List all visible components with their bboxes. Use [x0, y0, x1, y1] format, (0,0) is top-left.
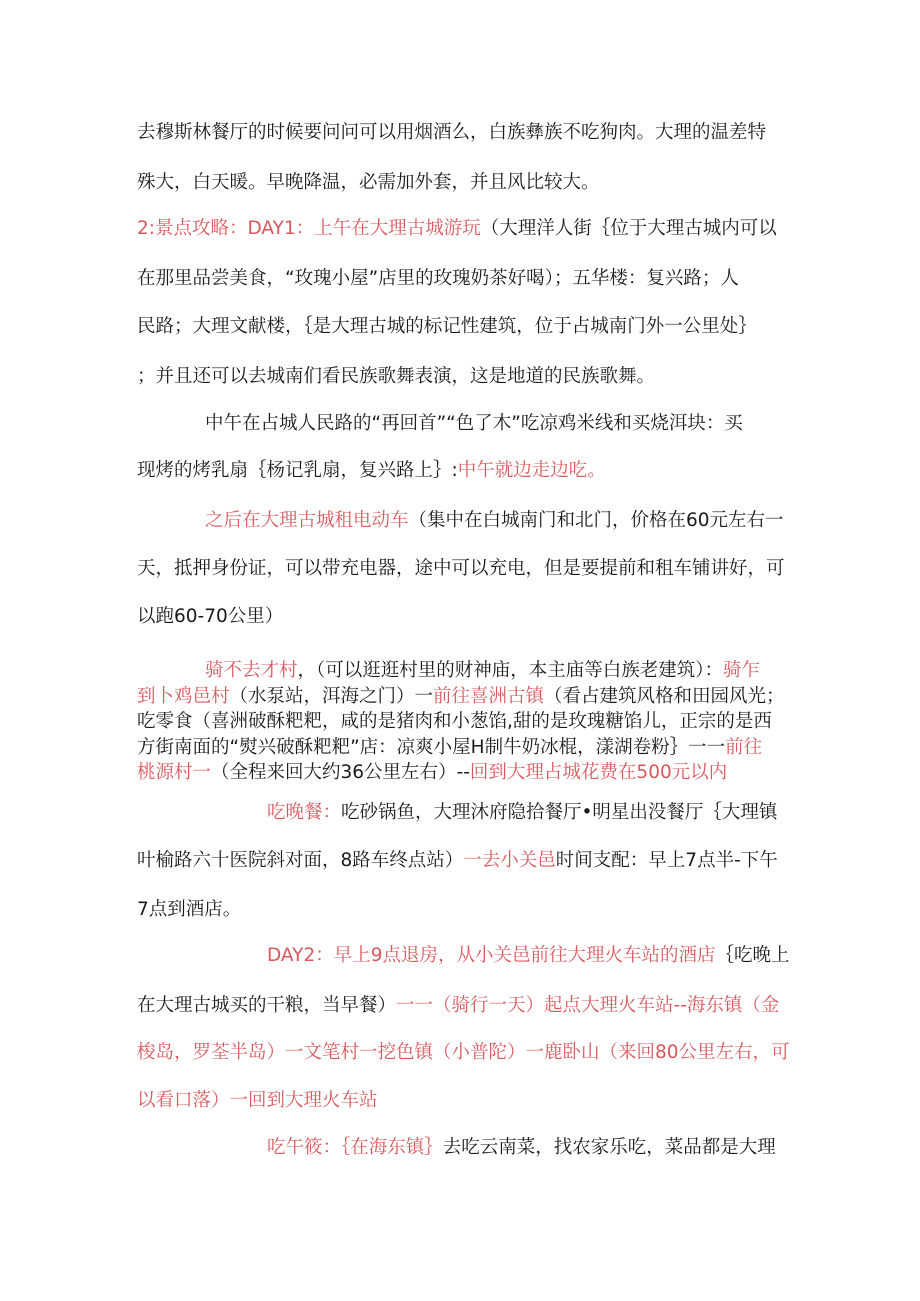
text-line [137, 556, 785, 582]
highlighted-text: 一去小关邑 [463, 850, 556, 871]
body-text: 在那里品尝美食，“玫瑰小屋”店里的玫瑰奶茶好喝）；五华楼：复兴路；人 [137, 268, 739, 289]
body-text: 中午在占城人民路的“再回首”“色了木”吃凉鸡米线和买烧洱块：买 [205, 413, 743, 434]
text-line [137, 1040, 790, 1066]
body-text: （全程来回大约36公里左右）-- [211, 762, 470, 783]
highlighted-text: 回到大理占城花费在500元以内 [469, 762, 728, 783]
text-line [137, 684, 785, 710]
highlighted-text: 之后在大理古城租电动车 [205, 510, 409, 531]
text-line [137, 120, 766, 146]
body-text: 吃零食（喜洲破酥粑粑，咸的是猪肉和小葱馅,甜的是玫瑰糖馅儿，正宗的是西 [137, 711, 772, 732]
text-line [137, 458, 606, 484]
text-line [267, 800, 777, 826]
text-line [205, 508, 784, 534]
body-text: 殊大，白天暖。早晚降温，必需加外套，并且风比较大。 [137, 172, 600, 193]
highlighted-text: 一一（骑行一天）起点大理火车站--海东镇（金 [396, 995, 780, 1016]
text-line [137, 216, 777, 242]
highlighted-text: 梭岛，罗荃半岛）一文笔村一挖色镇（小普陀）一鹿卧山（来回80公里左右，可 [137, 1042, 790, 1063]
body-text: 以跑60-70公里） [137, 606, 284, 627]
highlighted-text: 前往喜洲古镇 [433, 686, 545, 707]
highlighted-text: 吃午筱：｛在海东镇｝ [267, 1137, 443, 1158]
text-line [137, 364, 655, 390]
text-line [137, 709, 772, 735]
body-text: 天，抵押身份证，可以带充电器，途中可以充电，但是要提前和租车铺讲好，可 [137, 558, 785, 579]
text-line [137, 266, 739, 292]
body-text: （水泵站，洱海之门）一 [229, 686, 434, 707]
body-text: 叶榆路六十医院斜对面，8路车终点站） [137, 850, 464, 871]
highlighted-text: 前往 [725, 737, 763, 758]
body-text: 在大理古城买的干粮，当早餐） [137, 995, 397, 1016]
text-line [137, 760, 727, 786]
highlighted-text: 骑不去才村 [205, 660, 298, 681]
text-line [137, 170, 600, 196]
body-text: 7点到酒店。 [137, 899, 242, 920]
text-line [205, 658, 760, 684]
body-text: 方街南面的“熨兴破酥粑粑”店：凉爽小屋H制牛奶冰棍，漾湖卷粉｝一一 [137, 737, 726, 758]
body-text: 现烤的烤乳扇｛杨记乳扇，复兴路上｝: [137, 460, 458, 481]
body-text: 时间支配：早上7点半-下午 [555, 850, 778, 871]
text-line [267, 943, 790, 969]
body-text: 去吃云南菜，找农家乐吃，菜品都是大理 [442, 1137, 776, 1158]
body-text: ｛吃晚上 [715, 945, 790, 966]
highlighted-text: 吃晚餐： [267, 802, 342, 823]
text-line [267, 1135, 776, 1161]
body-text: 吃砂锅鱼，大理沐府隐拾餐厅•明星出没餐厅｛大理镇 [341, 802, 778, 823]
body-text: （集中在白城南门和北门，价格在60元左右一 [408, 510, 784, 531]
text-line [137, 993, 779, 1019]
highlighted-text: 2:景点攻略：DAY1：上午在大理古城游玩 [137, 218, 481, 239]
highlighted-text: 中午就边走边吃。 [457, 460, 606, 481]
text-line [137, 735, 762, 761]
body-text: 民路；大理文献楼，｛是大理古城的标记性建筑，位于占城南门外一公里处｝ [137, 316, 757, 337]
text-line [137, 1088, 378, 1114]
text-line [137, 897, 241, 923]
body-text: ，（可以逛逛村里的财神庙，本主庙等白族老建筑）： [297, 660, 724, 681]
highlighted-text: 以看口落）一回到大理火车站 [137, 1090, 378, 1111]
text-line [137, 314, 757, 340]
text-line [205, 411, 743, 437]
text-line [137, 604, 283, 630]
highlighted-text: 到卜鸡邑村 [137, 686, 230, 707]
body-text: 去穆斯林餐厅的时候要问问可以用烟酒么，白族彝族不吃狗肉。大理的温差特 [137, 122, 767, 143]
body-text: ；并且还可以去城南们看民族歌舞表演，这是地道的民族歌舞。 [137, 366, 656, 387]
highlighted-text: 骑乍 [723, 660, 761, 681]
highlighted-text: DAY2：早上9点退房，从小关邑前往大理火车站的酒店 [267, 945, 716, 966]
body-text: （大理洋人街｛位于大理古城内可以 [480, 218, 777, 239]
highlighted-text: 桃源村一 [137, 762, 212, 783]
text-line [137, 848, 778, 874]
body-text: （看占建筑风格和田园风光； [544, 686, 785, 707]
